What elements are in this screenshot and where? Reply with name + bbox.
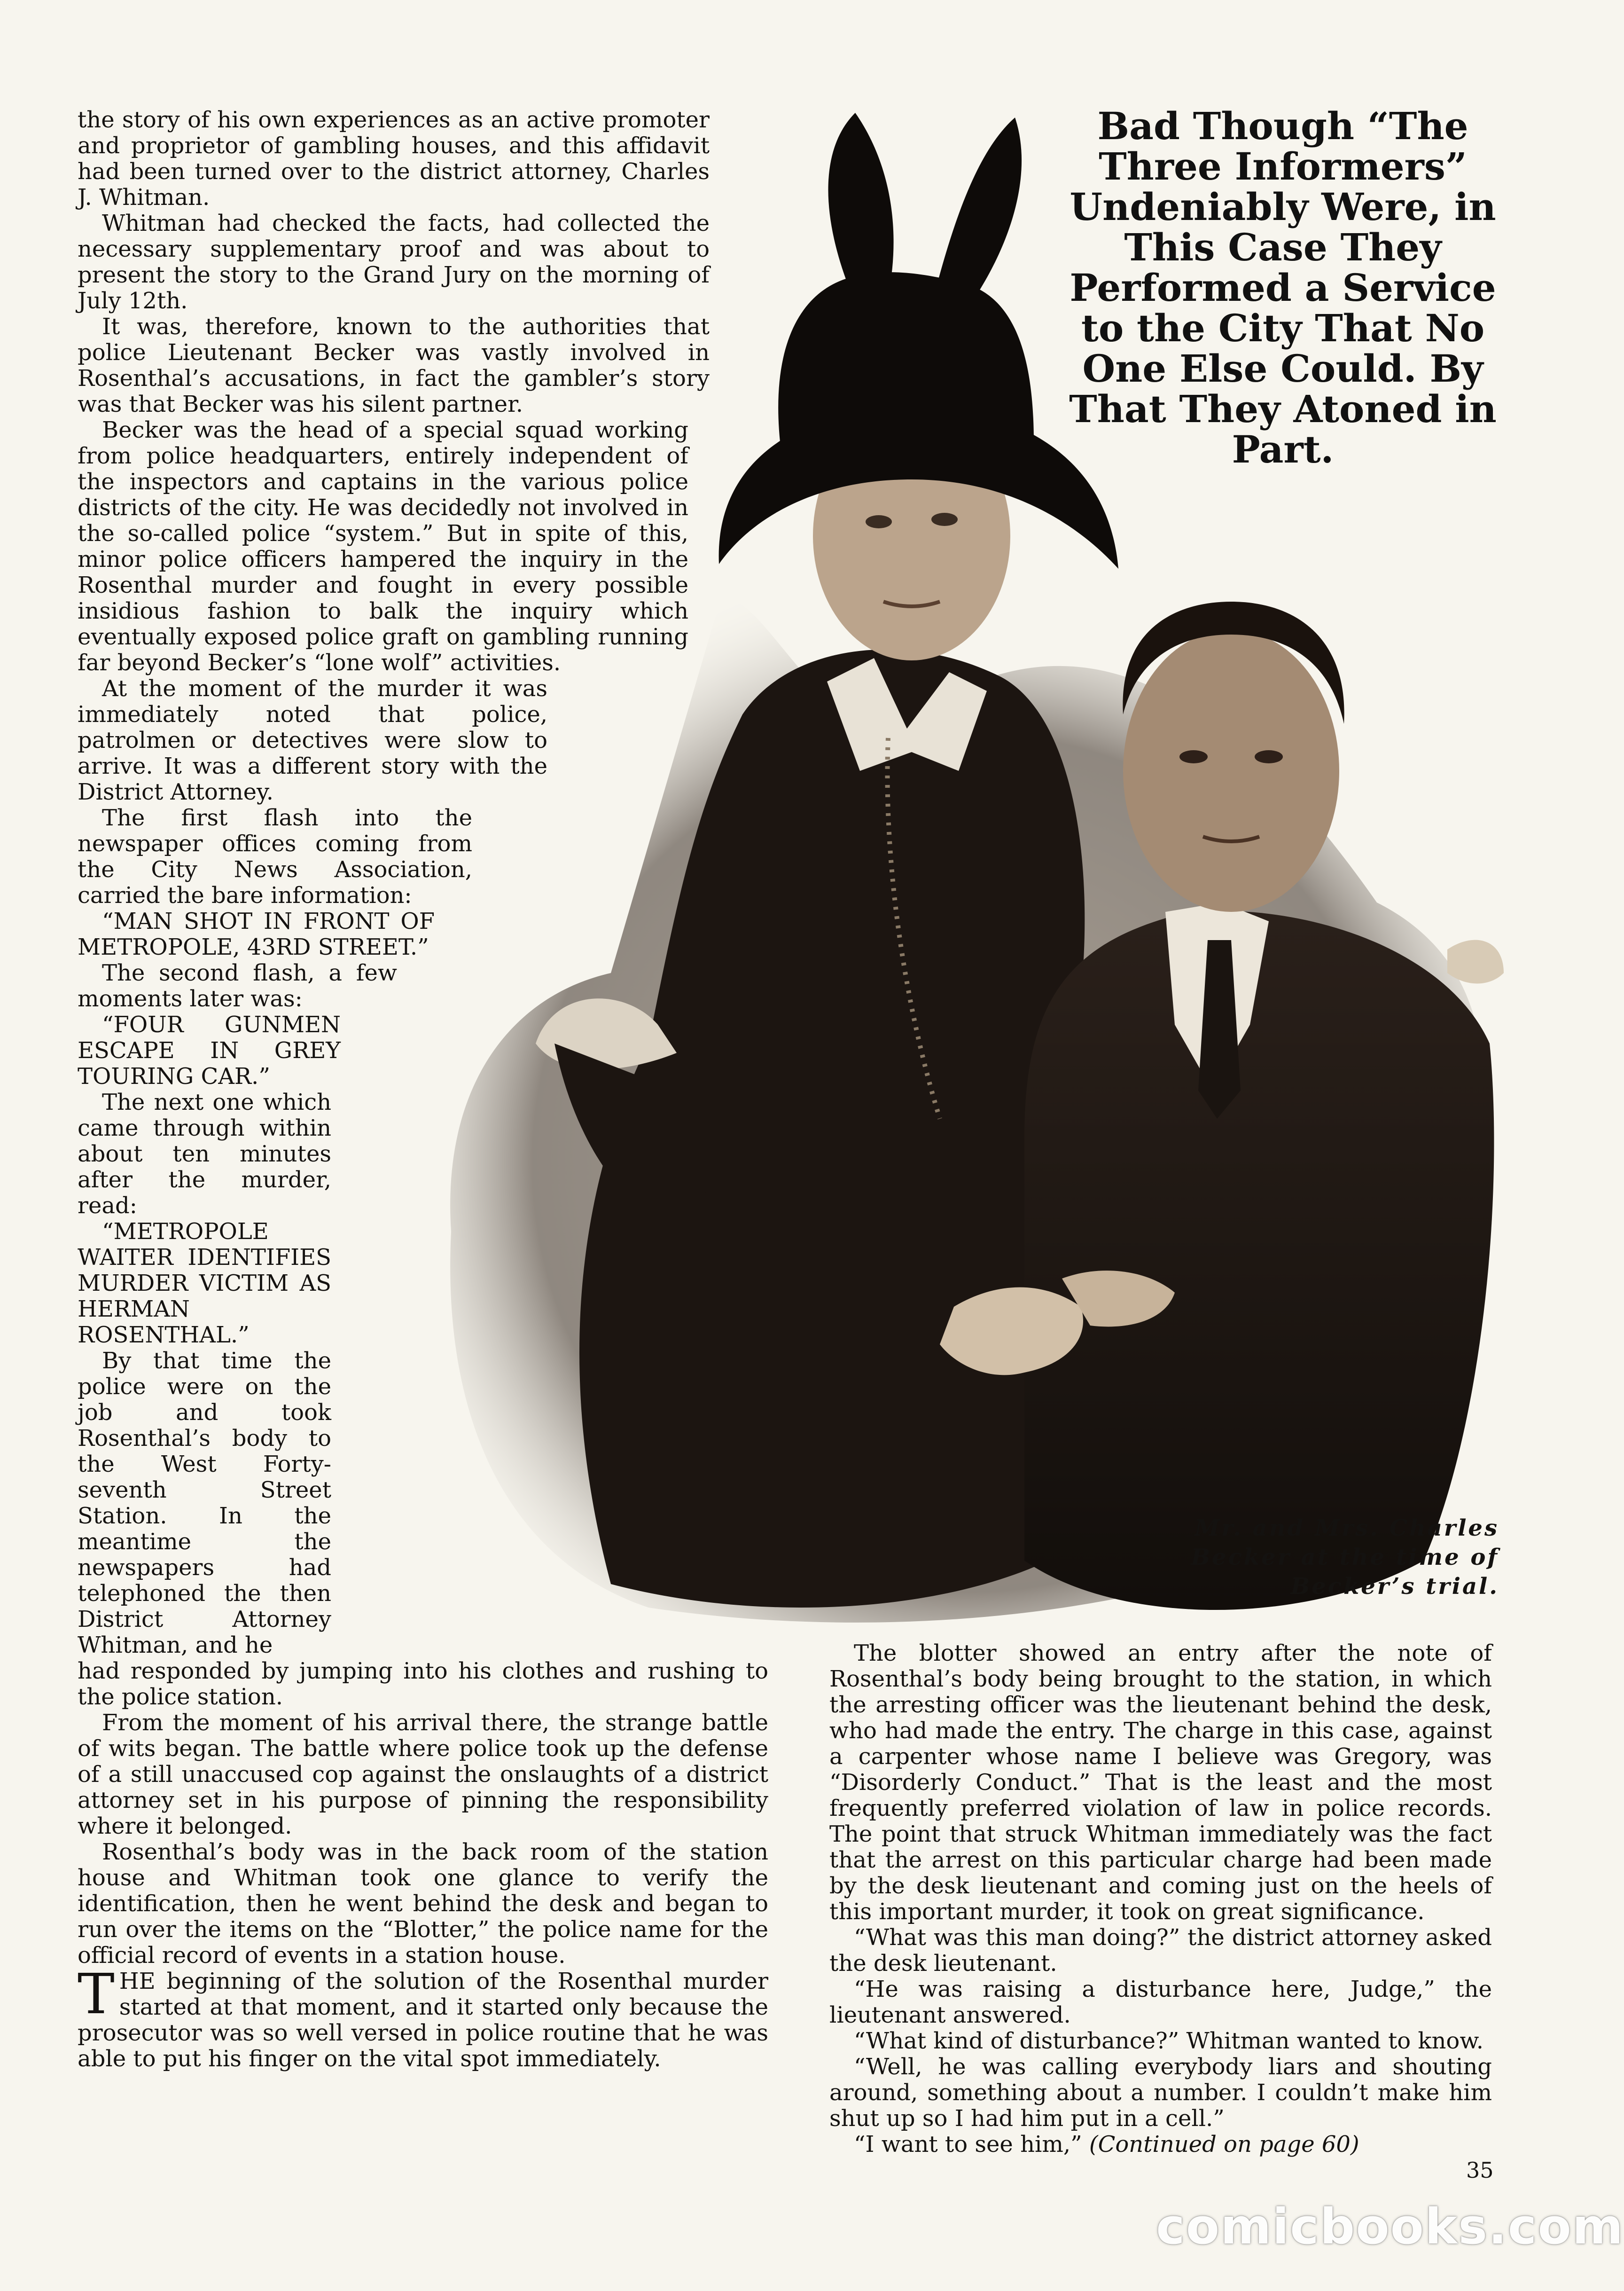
paragraph: Becker was the head of a special squad working from police headquarters, entirely independent of the inspectors and captains in the various police districts of the city. He was decidedly not involved in the so-called police “system.” But in spite of this, minor police officers hampered the inquiry in the Rosenthal murder and fought in every possible insidious fashion to balk the inquiry which eventually exposed police graft on gambling running far beyond Becker’s “lone wolf” activities. — [78, 417, 688, 676]
paragraph: had responded by jumping into his clothes and rushing to the police station. — [78, 1658, 768, 1710]
paragraph: “What was this man doing?” the district attorney asked the desk lieutenant. — [829, 1924, 1492, 1977]
man-face — [1123, 630, 1339, 912]
hat-plume-left — [828, 113, 894, 296]
man-suit — [1024, 910, 1494, 1610]
paragraph: It was, therefore, known to the authorities that police Lieutenant Becker was vastly involved in Rosenthal’s accusations, in fact the gambler’s story was that Becker was his silent partner. — [78, 314, 710, 417]
watermark: comicbooks.com — [1156, 2198, 1624, 2255]
paragraph: The second flash, a few moments later was: — [78, 960, 397, 1012]
paragraph-with-drop-cap — [78, 1961, 768, 2072]
paragraph: “Well, he was calling everybody liars and shouting around, something about a number. I couldn’t make him shut up so I had him put in a cell.” — [829, 2054, 1492, 2132]
paragraph: By that time the police were on the job and took Rosenthal’s body to the West Forty-seventh Street Station. In the meantime the newspapers had telephoned the then District Attorney Whitman, and he — [78, 1348, 331, 1658]
paragraph: the story of his own experiences as an active promoter and proprietor of gambling houses, and this affidavit had been turned over to the district attorney, Charles J. Whitman. — [78, 107, 710, 211]
paragraph: From the moment of his arrival there, the strange battle of wits began. The battle where police took up the defense of a still unaccused cop against the onslaughts of a district attorney set in his purpose of pinning the responsibility where it belonged. — [78, 1710, 768, 1839]
paragraph: The next one which came through within about ten minutes after the murder, read: — [78, 1089, 331, 1219]
page-number: 35 — [1466, 2158, 1494, 2183]
continued-note: (Continued on page 60) — [1089, 2131, 1359, 2158]
hat-crown — [778, 272, 1034, 442]
paragraph: Rosenthal’s body was in the back room of the station house and Whitman took one glance to verify the identification, then he went behind the desk and began to run over the items on the “Blotter,” the police name for the official record of events in a station house. — [78, 1839, 768, 1969]
news-flash: “FOUR GUNMEN ESCAPE IN GREY TOURING CAR.” — [78, 1012, 341, 1090]
paragraph: “He was raising a disturbance here, Judge,” the lieutenant answered. — [829, 1976, 1492, 2028]
drop-cap: T — [78, 1961, 115, 2026]
pull-quote-headline: Bad Though “The Three Informers” Undeniably Were, in This Case They Performed a Service to the City That No One Else Could. By That They Atoned in Part. — [1069, 104, 1497, 471]
news-flash: “METROPOLE WAITER IDENTIFIES MURDER VICTIM AS HERMAN ROSENTHAL.” — [78, 1218, 331, 1348]
paragraph: Whitman had checked the facts, had collected the necessary supplementary proof and was about to present the story to the Grand Jury on the morning of July 12th. — [78, 210, 710, 314]
hat-plume-right — [935, 118, 1022, 301]
paragraph: “What kind of disturbance?” Whitman wanted to know. — [854, 2028, 1483, 2054]
paragraph: The blotter showed an entry after the note of Rosenthal’s body being brought to the station, in which the arresting officer was the lieutenant behind the desk, who had made the entry. The charge in this case, against a carpenter whose name I believe was Gregory, was “Disorderly Conduct.” That is the least and the most frequently preferred violation of law in police records. The point that struck Whitman immediately was the fact that the arrest on this particular charge had been made by the desk lieutenant and coming just on the heels of this important murder, it took on great significance. — [829, 1640, 1492, 1925]
paragraph-text: HE beginning of the solution of the Rosenthal murder started at that moment, and it started only because the prosecutor was so well versed in police routine that he was able to put his finger on the vital spot immediately. — [78, 1968, 768, 2072]
paragraph — [829, 2132, 1492, 2158]
news-flash: “MAN SHOT IN FRONT OF METROPOLE, 43RD STREET.” — [78, 908, 435, 960]
photo-caption: Mr. and Mrs. Charles Becker at the time of Becker’s trial. — [1191, 1515, 1499, 1600]
paragraph: The first flash into the newspaper offices coming from the City News Association, carried the bare information: — [78, 805, 472, 909]
paragraph-text: “I want to see him,” — [854, 2131, 1082, 2158]
portrait-photo — [414, 103, 1508, 1636]
paragraph: At the moment of the murder it was immediately noted that police, patrolmen or detectives were slow to arrive. It was a different story with the District Attorney. — [78, 675, 547, 805]
article-right-column — [829, 1640, 1492, 2158]
